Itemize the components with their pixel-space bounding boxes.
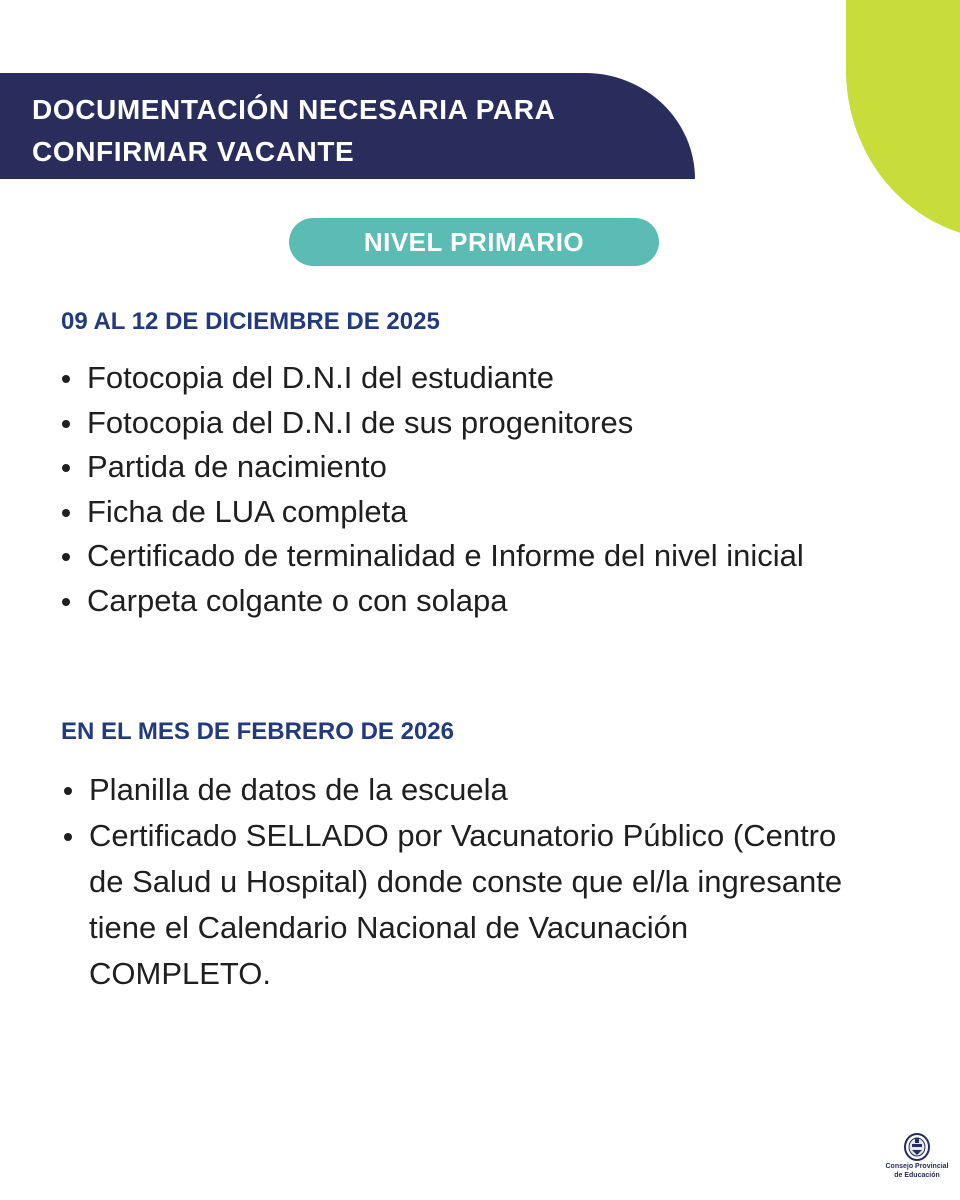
bullet-icon — [62, 420, 70, 428]
council-logo — [885, 1132, 949, 1192]
bullet-icon — [62, 598, 70, 606]
document-list-february — [64, 767, 864, 997]
section-heading-february: EN EL MES DE FEBRERO DE 2026 — [61, 718, 454, 745]
list-item — [62, 579, 862, 624]
list-item — [62, 445, 862, 490]
list-item — [62, 490, 862, 535]
level-badge: NIVEL PRIMARIO — [289, 218, 659, 266]
list-item — [62, 534, 862, 579]
page-title-line-1: DOCUMENTACIÓN NECESARIA PARA — [32, 94, 556, 125]
list-item — [62, 401, 862, 446]
list-item-text: Fotocopia del D.N.I de sus progenitores — [87, 404, 634, 440]
list-item-text: Ficha de LUA completa — [87, 493, 408, 529]
list-item-text: Planilla de datos de la escuela — [89, 772, 508, 807]
list-item-text: Carpeta colgante o con solapa — [87, 582, 508, 618]
council-logo-text-line-2: de Educación — [894, 1172, 940, 1179]
decorative-corner-shape — [846, 0, 960, 240]
list-item — [64, 767, 864, 813]
page-title-line-2: CONFIRMAR VACANTE — [32, 136, 355, 167]
bullet-icon — [64, 833, 72, 841]
council-logo-text-line-1: Consejo Provincial — [885, 1163, 949, 1170]
bullet-icon — [62, 464, 70, 472]
list-item-text: Fotocopia del D.N.I del estudiante — [87, 360, 554, 395]
council-seal-icon — [903, 1132, 931, 1162]
list-item-text: Partida de nacimiento — [87, 449, 387, 484]
bullet-icon — [62, 553, 70, 561]
title-banner — [0, 73, 695, 179]
bullet-icon — [62, 509, 70, 517]
bullet-icon — [62, 375, 70, 383]
list-item-text: Certificado SELLADO por Vacunatorio Público (Centro de Salud u Hospital) donde conste que el/la ingresante tiene el Calendario Nacional de Vacunación COMPLETO. — [89, 818, 843, 991]
list-item-text: Certificado de terminalidad e Informe del nivel inicial — [87, 538, 804, 573]
document-list-december — [62, 356, 862, 623]
list-item — [64, 813, 864, 997]
section-heading-december: 09 AL 12 DE DICIEMBRE DE 2025 — [61, 308, 440, 335]
bullet-icon — [64, 787, 72, 795]
list-item — [62, 356, 862, 401]
